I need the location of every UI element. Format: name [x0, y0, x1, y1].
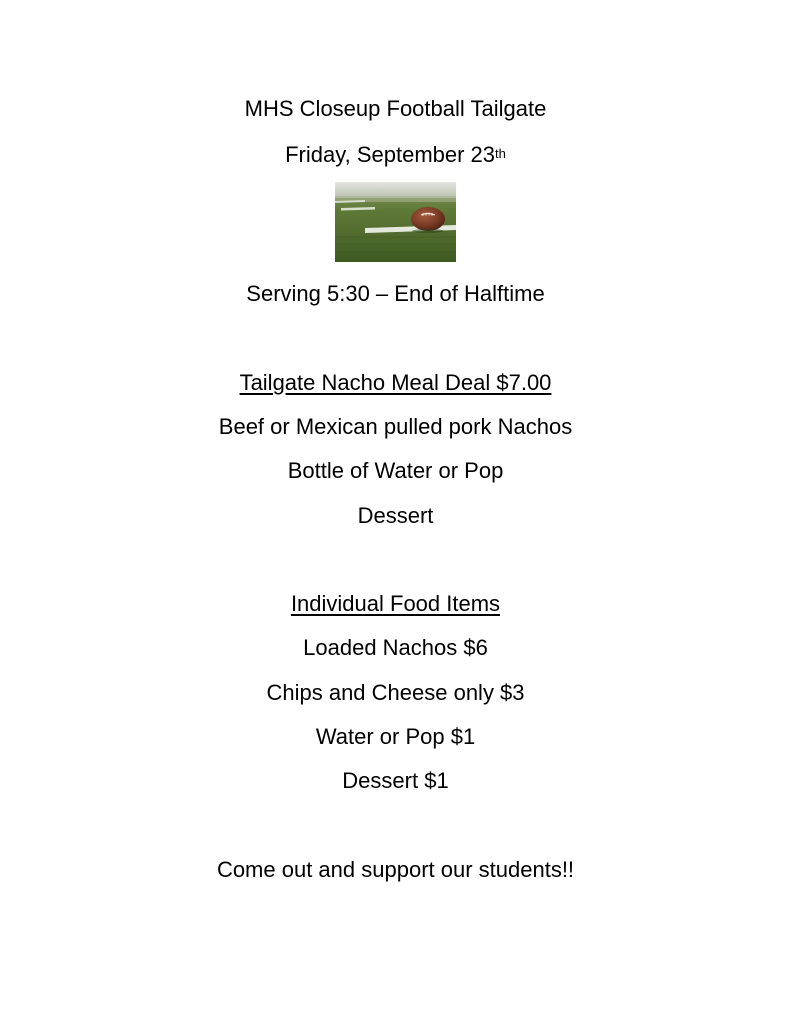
- individual-item: Chips and Cheese only $3: [266, 680, 525, 705]
- individual-item: Water or Pop $1: [315, 724, 476, 749]
- meal-deal-item: Dessert: [357, 503, 434, 528]
- meal-deal-item: Bottle of Water or Pop: [287, 458, 504, 483]
- serving-time: Serving 5:30 – End of Halftime: [246, 281, 545, 306]
- closing-message: Come out and support our students!!: [216, 857, 575, 882]
- individual-items-heading: Individual Food Items: [290, 591, 501, 616]
- flyer-title: MHS Closeup Football Tailgate: [244, 96, 547, 121]
- event-date: [0, 141, 791, 169]
- event-date-suffix: th: [495, 146, 506, 161]
- individual-item: Dessert $1: [342, 768, 449, 793]
- meal-deal-heading: Tailgate Nacho Meal Deal $7.00: [239, 370, 552, 395]
- individual-item: Loaded Nachos $6: [303, 635, 488, 660]
- football-on-field-image: [335, 182, 456, 262]
- meal-deal-item: Beef or Mexican pulled pork Nachos: [218, 414, 573, 439]
- event-date-text: Friday, September 23: [285, 142, 496, 167]
